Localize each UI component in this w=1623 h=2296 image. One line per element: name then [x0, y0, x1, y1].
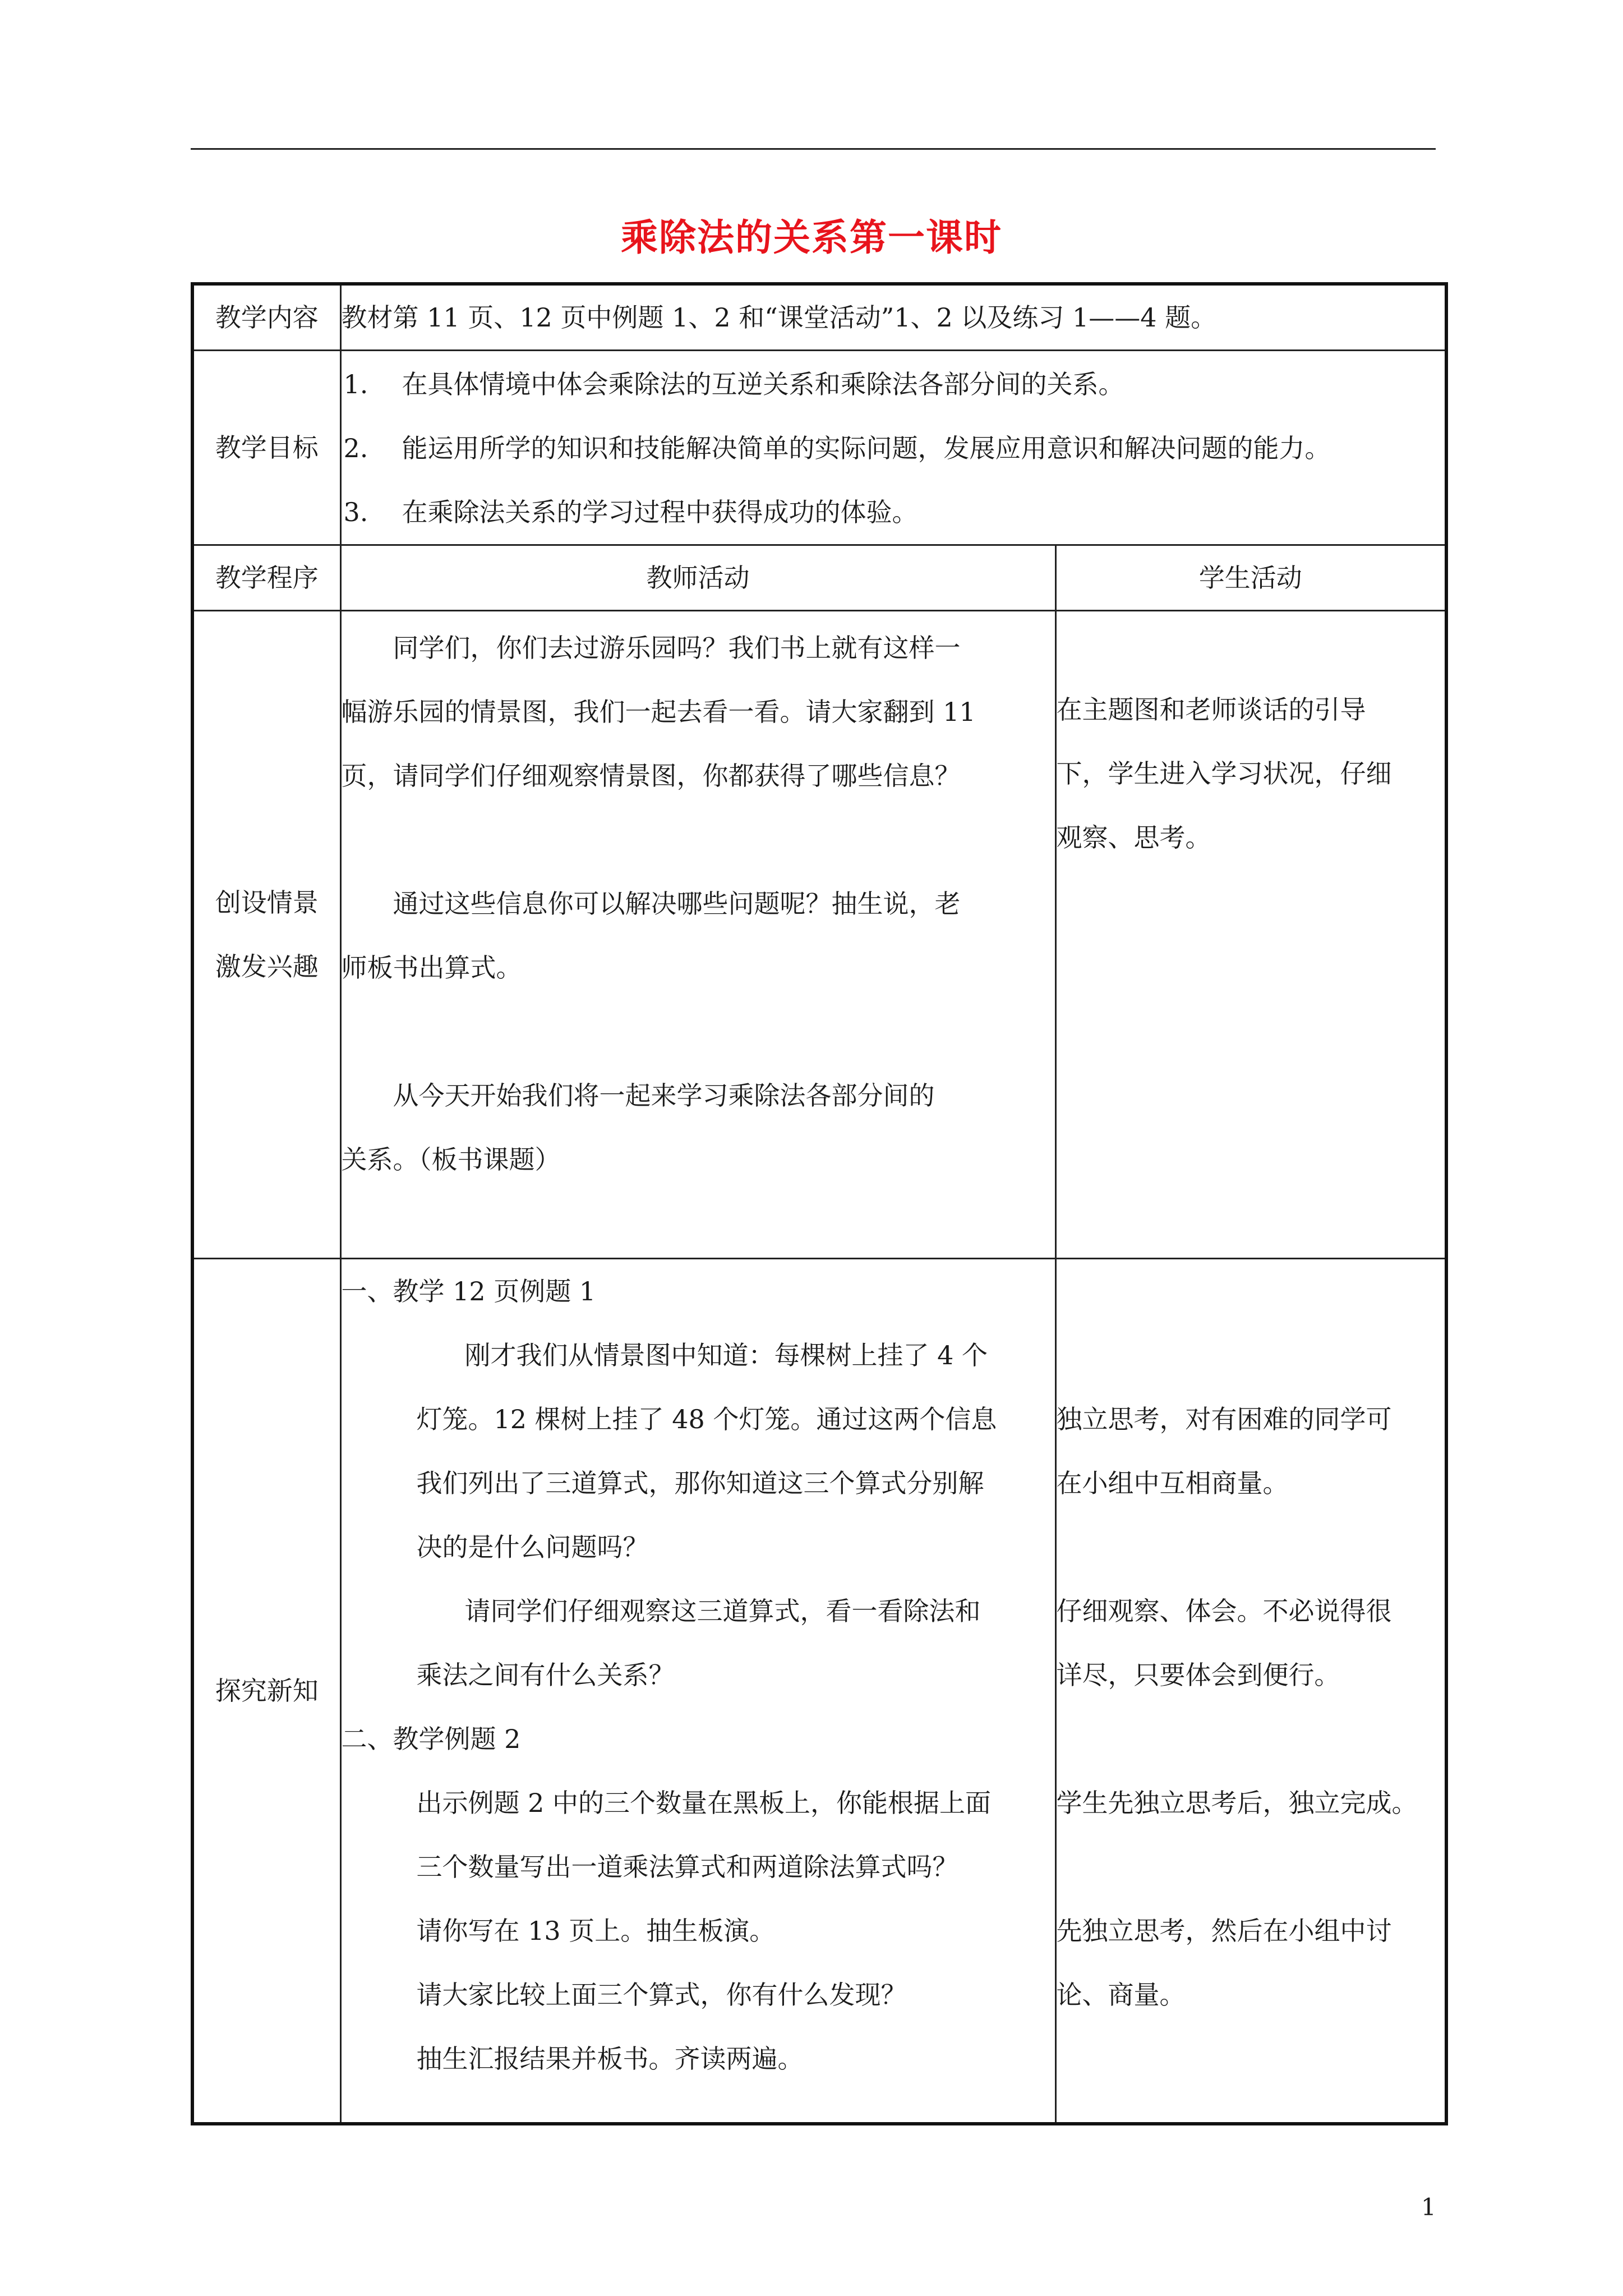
label-create-scenario: 创设情景 激发兴趣: [192, 611, 340, 1259]
goal-item: 3. 在乘除法关系的学习过程中获得成功的体验。: [343, 497, 918, 527]
label-teaching-goals: 教学目标: [192, 351, 340, 545]
table-header-row: [192, 545, 1446, 611]
table-row-content: [192, 284, 1446, 351]
explore-student-activity: 独立思考，对有困难的同学可 在小组中互相商量。 仔细观察、体会。不必说得很 详尽，只要体会到便行。 学生先独立思考后，独立完成。 先独立思考，然后在小组中讨 论、商量。: [1055, 1259, 1446, 2124]
page-number: 1: [1421, 2193, 1436, 2221]
label-procedure: 教学程序: [192, 545, 340, 611]
header-teacher-activity: 教师活动: [340, 545, 1055, 611]
page-title: 乘除法的关系第一课时: [621, 216, 1002, 259]
header-rule: [191, 148, 1436, 150]
goal-item: 2. 能运用所学的知识和技能解决简单的实际问题，发展应用意识和解决问题的能力。: [343, 433, 1331, 463]
label-teaching-content: 教学内容: [192, 284, 340, 351]
intro-teacher-activity: 同学们，你们去过游乐园吗？我们书上就有这样一 幅游乐园的情景图，我们一起去看一看。请大家翻到 11 页，请同学们仔细观察情景图，你都获得了哪些信息？ 通过这些信息你可以解决哪些问题呢？抽生说，老 师板书出算式。 从今天开始我们将一起来学习乘除法各部分间的 关系。（板书课题）: [340, 611, 1055, 1259]
lesson-plan-table: [191, 282, 1448, 2125]
teaching-content-text: 教材第 11 页、12 页中例题 1、2 和“课堂活动”1、2 以及练习 1——4 题。: [340, 284, 1446, 351]
intro-student-activity: 在主题图和老师谈话的引导 下，学生进入学习状况，仔细 观察、思考。: [1055, 611, 1446, 1259]
explore-teacher-activity: 一、教学 12 页例题 1 刚才我们从情景图中知道：每棵树上挂了 4 个 灯笼。12 棵树上挂了 48 个灯笼。通过这两个信息 我们列出了三道算式，那你知道这三个算式分别解 决的是什么问题吗？ 请同学们仔细观察这三道算式，看一看除法和 乘法之间有什么关系？ 二、教学例题 2 出示例题 2 中的三个数量在黑板上，你能根据上面 三个数量写出一道乘法算式和两道除法算式吗？ 请你写在 13 页上。抽生板演。 请大家比较上面三个算式，你有什么发现？ 抽生汇报结果并板书。齐读两遍。: [340, 1259, 1055, 2124]
goals-list: [340, 351, 1446, 545]
table-row-goals: [192, 351, 1446, 545]
header-student-activity: 学生活动: [1055, 545, 1446, 611]
goal-item: 1. 在具体情境中体会乘除法的互逆关系和乘除法各部分间的关系。: [343, 369, 1124, 399]
label-explore-new: 探究新知: [192, 1259, 340, 2124]
table-row-explore: [192, 1259, 1446, 2124]
table-row-intro: [192, 611, 1446, 1259]
